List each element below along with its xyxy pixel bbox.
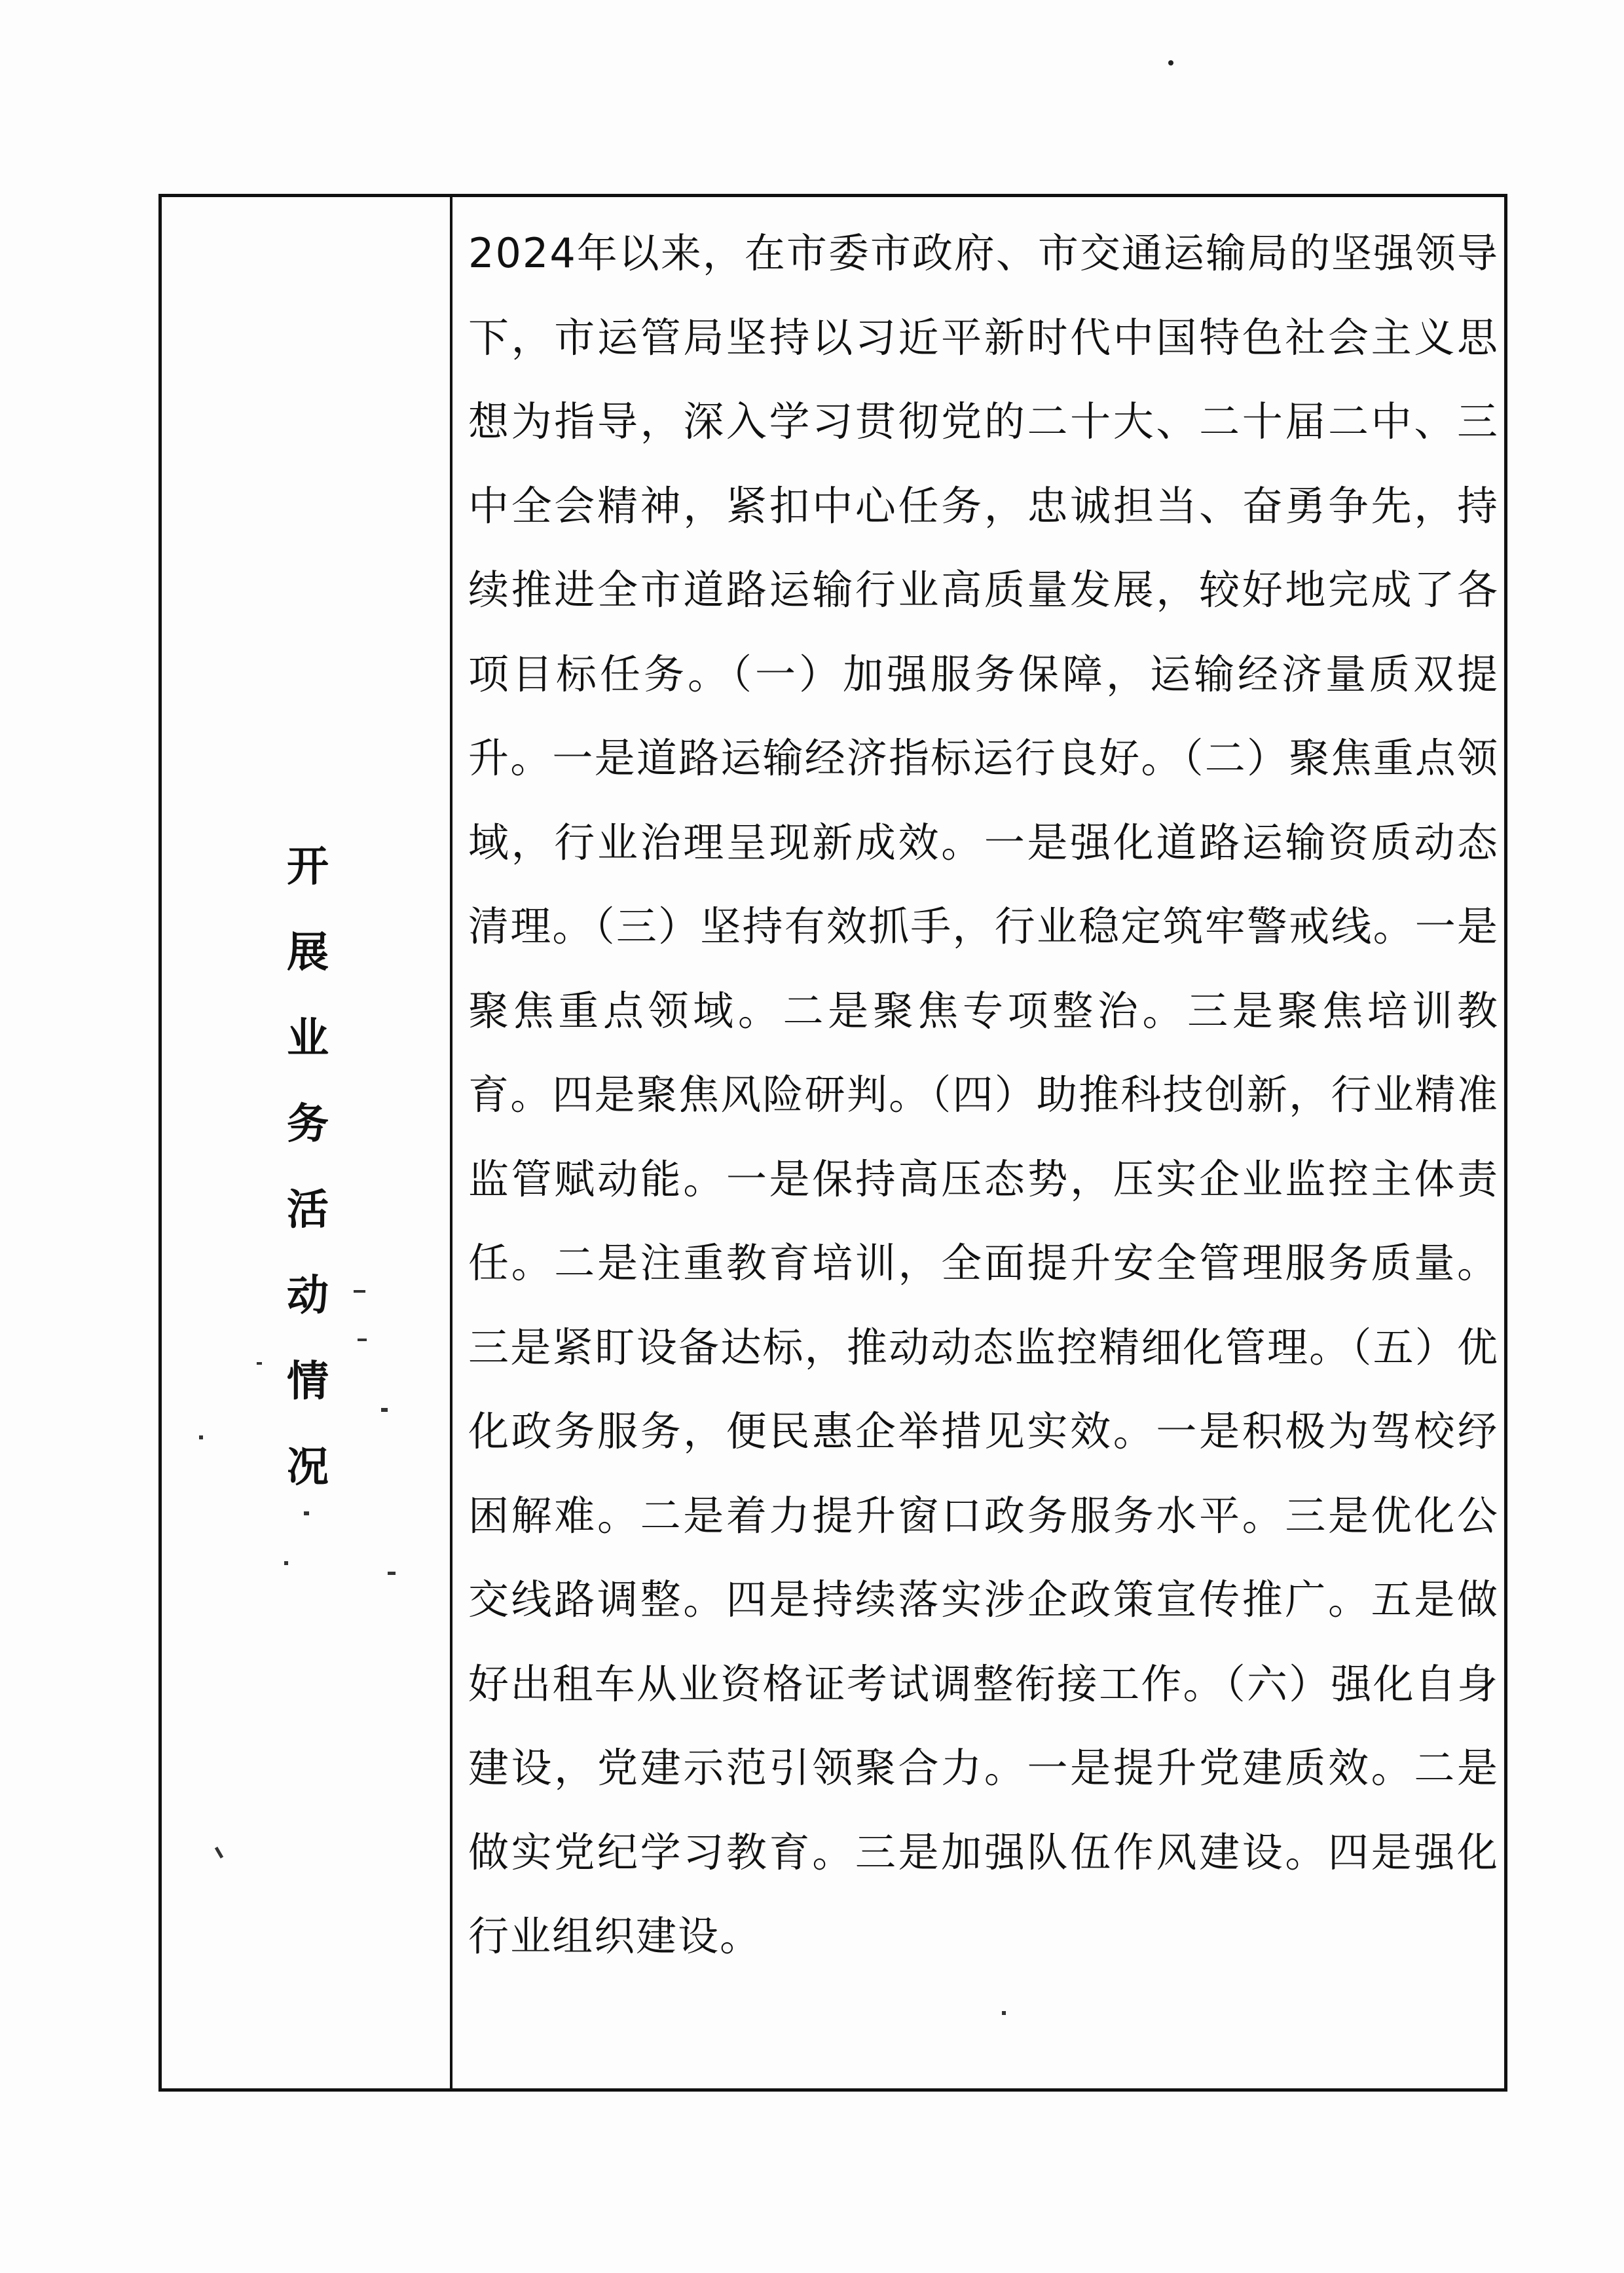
scan-speck	[358, 1339, 367, 1341]
scan-speck	[354, 1290, 365, 1293]
row-label: 开展业务活动情况	[287, 843, 329, 1492]
scan-speck	[381, 1408, 388, 1412]
activity-description: 2024年以来，在市委市政府、市交通运输局的坚强领导下，市运管局坚持以习近平新时代中国特色社会主义思想为指导，深入学习贯彻党的二十大、二十届二中、三中全会精神，紧扣中心任务，忠诚担当、奋勇争先，持续推进全市道路运输行业高质量发展，较好地完成了各项目标任务。（一）加强服务保障，运输经济量质双提升。一是道路运输经济指标运行良好。（二）聚焦重点领域，行业治理呈现新成效。一是强化道路运输资质动态清理。（三）坚持有效抓手，行业稳定筑牢警戒线。一是聚焦重点领域。二是聚焦专项整治。三是聚焦培训教育。四是聚焦风险研判。（四）助推科技创新，行业精准监管赋动能。一是保持高压态势，压实企业监控主体责任。二是注重教育培训，全面提升安全管理服务质量。三是紧盯设备达标，推动动态监控精细化管理。（五）优化政务服务，便民惠企举措见实效。一是积极为驾校纾困解难。二是着力提升窗口政务服务水平。三是优化公交线路调整。四是持续落实涉企政策宣传推广。五是做好出租车从业资格证考试调整衔接工作。（六）强化自身建设，党建示范引领聚合力。一是提升党建质效。二是做实党纪学习教育。三是加强队伍作风建设。四是强化行业组织建设。	[468, 229, 1499, 1960]
content-cell	[452, 197, 1504, 2088]
scan-speck	[284, 1561, 288, 1565]
scan-speck	[1002, 2011, 1006, 2015]
scan-speck	[199, 1435, 203, 1439]
form-table	[158, 194, 1507, 2092]
scan-speck	[257, 1362, 262, 1365]
scan-speck	[1168, 60, 1173, 65]
scan-speck	[388, 1572, 396, 1575]
label-cell	[162, 197, 452, 2088]
scan-speck	[304, 1511, 309, 1515]
